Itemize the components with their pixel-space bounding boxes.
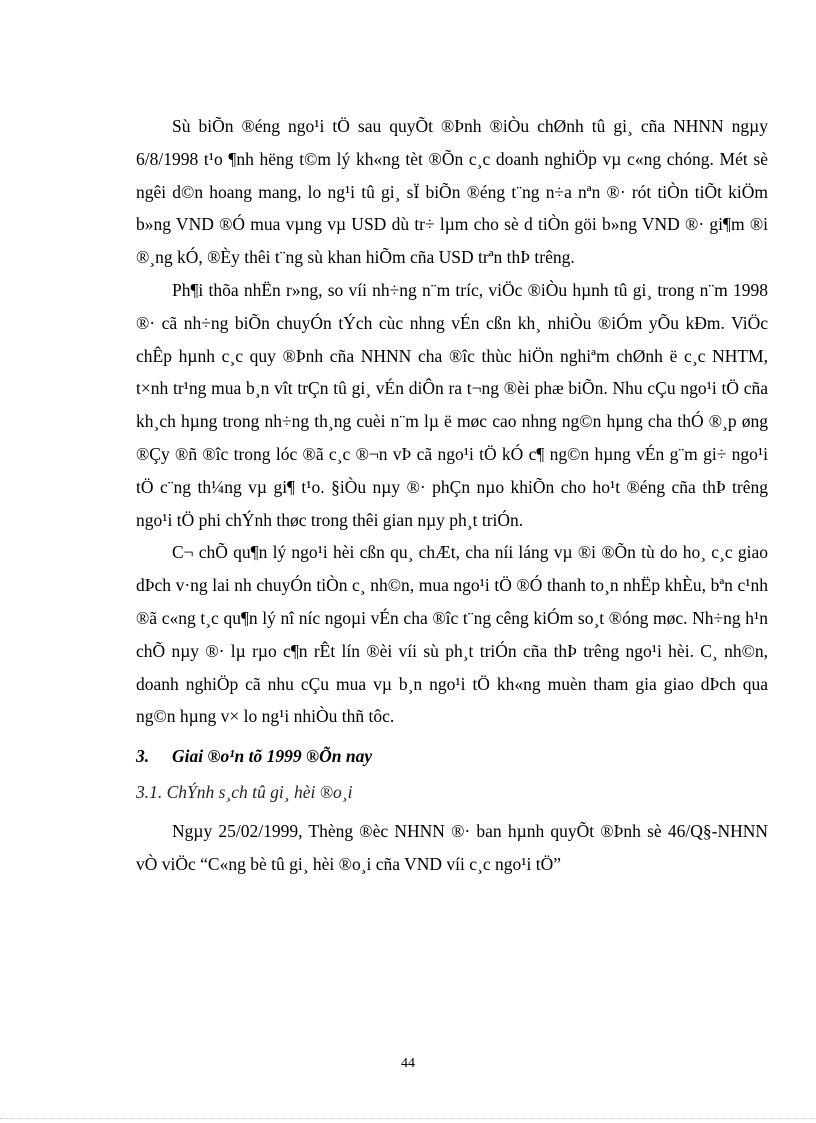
page-bottom-divider (0, 1118, 816, 1119)
paragraph-2: Ph¶i thõa nhËn r»ng, so víi nh÷ng n¨m tríc, viÖc ®iÒu hµnh tû gi¸ trong n¨m 1998 ®· cã nh÷ng biÕn chuyÓn tÝch cùc nhng vÉn cßn kh¸ nhiÒu ®iÓm yÕu kÐm. ViÖc chÊp hµnh c¸c quy ®Þnh cña NHNN cha ®îc thùc hiÖn nghiªm chØnh ë c¸c NHTM, t×nh tr¹ng mua b¸n vît trÇn tû gi¸ vÉn diÔn ra t¬ng ®èi phæ biÕn. Nhu cÇu ngo¹i tÖ cña kh¸ch hµng trong nh÷ng th¸ng cuèi n¨m lµ ë møc cao nhng ng©n hµng cha thÓ ®¸p øng ®Çy ®ñ ®îc trong lóc ®ã c¸c ®¬n vÞ cã ngo¹i tÖ kÓ c¶ ng©n hµng vÉn g¨m gi÷ ngo¹i tÖ c¨ng th¼ng vµ gi¶ t¹o. §iÒu nµy ®· phÇn nµo khiÕn cho ho¹t ®éng cña thÞ trêng ngo¹i tÖ phi chÝnh thøc trong thêi gian nµy ph¸t triÓn. (136, 279, 768, 530)
section-heading (136, 737, 768, 775)
paragraph-4: Ngµy 25/02/1999, Thèng ®èc NHNN ®· ban hµnh quyÕt ®Þnh sè 46/Q§-NHNN vÒ viÖc “C«ng bè tû gi¸ hèi ®o¸i cña VND víi c¸c ngo¹i tÖ” (136, 821, 768, 874)
section-heading-number: 3. (136, 746, 150, 767)
subsection-heading: 3.1. ChÝnh s¸ch tû gi¸ hèi ®o¸i (136, 782, 353, 803)
paragraph-3: C¬ chÕ qu¶n lý ngo¹i hèi cßn qu¸ chÆt, cha níi láng vµ ®i ®Õn tù do ho¸ c¸c giao dÞch v·ng lai nh chuyÓn tiÒn c¸ nh©n, mua ngo¹i tÖ ®Ó thanh to¸n nhËp khÈu, bªn c¹nh ®ã c«ng t¸c qu¶n lý nî níc ngoµi vÉn cha ®îc t¨ng cêng kiÓm so¸t ®óng møc. Nh÷ng h¹n chÕ nµy ®· lµ rµo c¶n rÊt lín ®èi víi sù ph¸t triÓn cña thÞ trêng ngo¹i hèi. C¸ nh©n, doanh nghiÖp cã nhu cÇu mua vµ b¸n ngo¹i tÖ kh«ng muèn tham gia giao dÞch qua ng©n hµng v× lo ng¹i nhiÒu thñ tôc. (136, 542, 768, 727)
paragraph-1: Sù biÕn ®éng ngo¹i tÖ sau quyÕt ®Þnh ®iÒu chØnh tû gi¸ cña NHNN ngµy 6/8/1998 t¹o ¶nh hëng t©m lý kh«ng tèt ®Õn c¸c doanh nghiÖp vµ c«ng chóng. Mét sè ngêi d©n hoang mang, lo ng¹i tû gi¸ sÏ biÕn ®éng t¨ng n÷a nªn ®· rót tiÒn tiÕt kiÖm b»ng VND ®Ó mua vµng vµ USD dù tr÷ lµm cho sè d tiÒn göi b»ng VND ®· gi¶m ®i ®¸ng kÓ, ®Èy thêi t¨ng sù khan hiÕm cña USD trªn thÞ trêng. (136, 116, 768, 268)
section-heading-text: Giai ®o¹n tõ 1999 ®Õn nay (172, 746, 373, 767)
page-number: 44 (401, 1056, 415, 1071)
document-body (136, 110, 768, 881)
